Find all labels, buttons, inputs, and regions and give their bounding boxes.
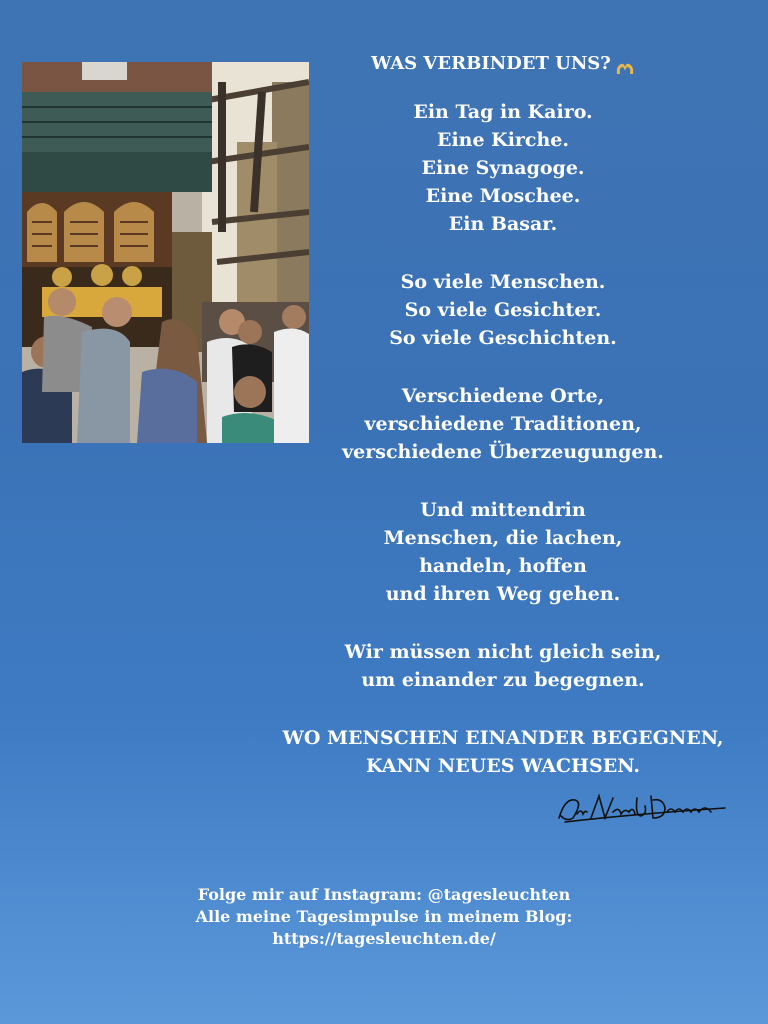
poem-line: So viele Gesichter. bbox=[404, 299, 602, 321]
poem-line: Eine Kirche. bbox=[436, 129, 570, 151]
poem-line: verschiedene Traditionen, bbox=[364, 413, 642, 435]
poem bbox=[270, 50, 736, 810]
signature bbox=[555, 788, 730, 828]
poem-line: Ein Tag in Kairo. bbox=[413, 101, 593, 123]
poem-title-row bbox=[270, 50, 736, 78]
poem-line: und ihren Weg gehen. bbox=[385, 583, 621, 605]
poem-line: So viele Menschen. bbox=[400, 271, 606, 293]
poem-stanza bbox=[270, 638, 736, 694]
poem-line: KANN NEUES WACHSEN. bbox=[366, 755, 640, 777]
poem-line: Wir müssen nicht gleich sein, bbox=[344, 641, 662, 663]
poem-line: WO MENSCHEN EINANDER BEGEGNEN, bbox=[282, 727, 724, 749]
poem-line: So viele Geschichten. bbox=[389, 327, 617, 349]
heart-hands-icon bbox=[615, 57, 635, 71]
bazaar-photo bbox=[22, 62, 309, 443]
poem-line: Und mittendrin bbox=[420, 499, 586, 521]
blog-url[interactable]: https://tagesleuchten.de/ bbox=[272, 929, 496, 948]
poem-line: um einander zu begegnen. bbox=[361, 669, 645, 691]
poem-stanza bbox=[270, 496, 736, 608]
poem-title: WAS VERBINDET UNS? bbox=[371, 53, 611, 74]
poem-stanza bbox=[270, 724, 736, 780]
instagram-line: Folge mir auf Instagram: @tagesleuchten bbox=[197, 885, 571, 904]
poem-stanza bbox=[270, 382, 736, 466]
poem-line: Eine Synagoge. bbox=[421, 157, 585, 179]
poem-line: verschiedene Überzeugungen. bbox=[342, 441, 664, 463]
poem-stanza bbox=[270, 98, 736, 238]
poem-line: Menschen, die lachen, bbox=[383, 527, 623, 549]
blog-line: Alle meine Tagesimpulse in meinem Blog: bbox=[195, 907, 573, 926]
handwritten-signature bbox=[555, 788, 730, 828]
poem-stanzas bbox=[270, 98, 736, 780]
poem-line: Eine Moschee. bbox=[425, 185, 581, 207]
poem-stanza bbox=[270, 268, 736, 352]
poem-line: handeln, hoffen bbox=[419, 555, 587, 577]
bazaar-street-scene bbox=[22, 62, 309, 443]
footer bbox=[160, 884, 608, 950]
poem-line: Ein Basar. bbox=[448, 213, 558, 235]
poem-line: Verschiedene Orte, bbox=[401, 385, 605, 407]
